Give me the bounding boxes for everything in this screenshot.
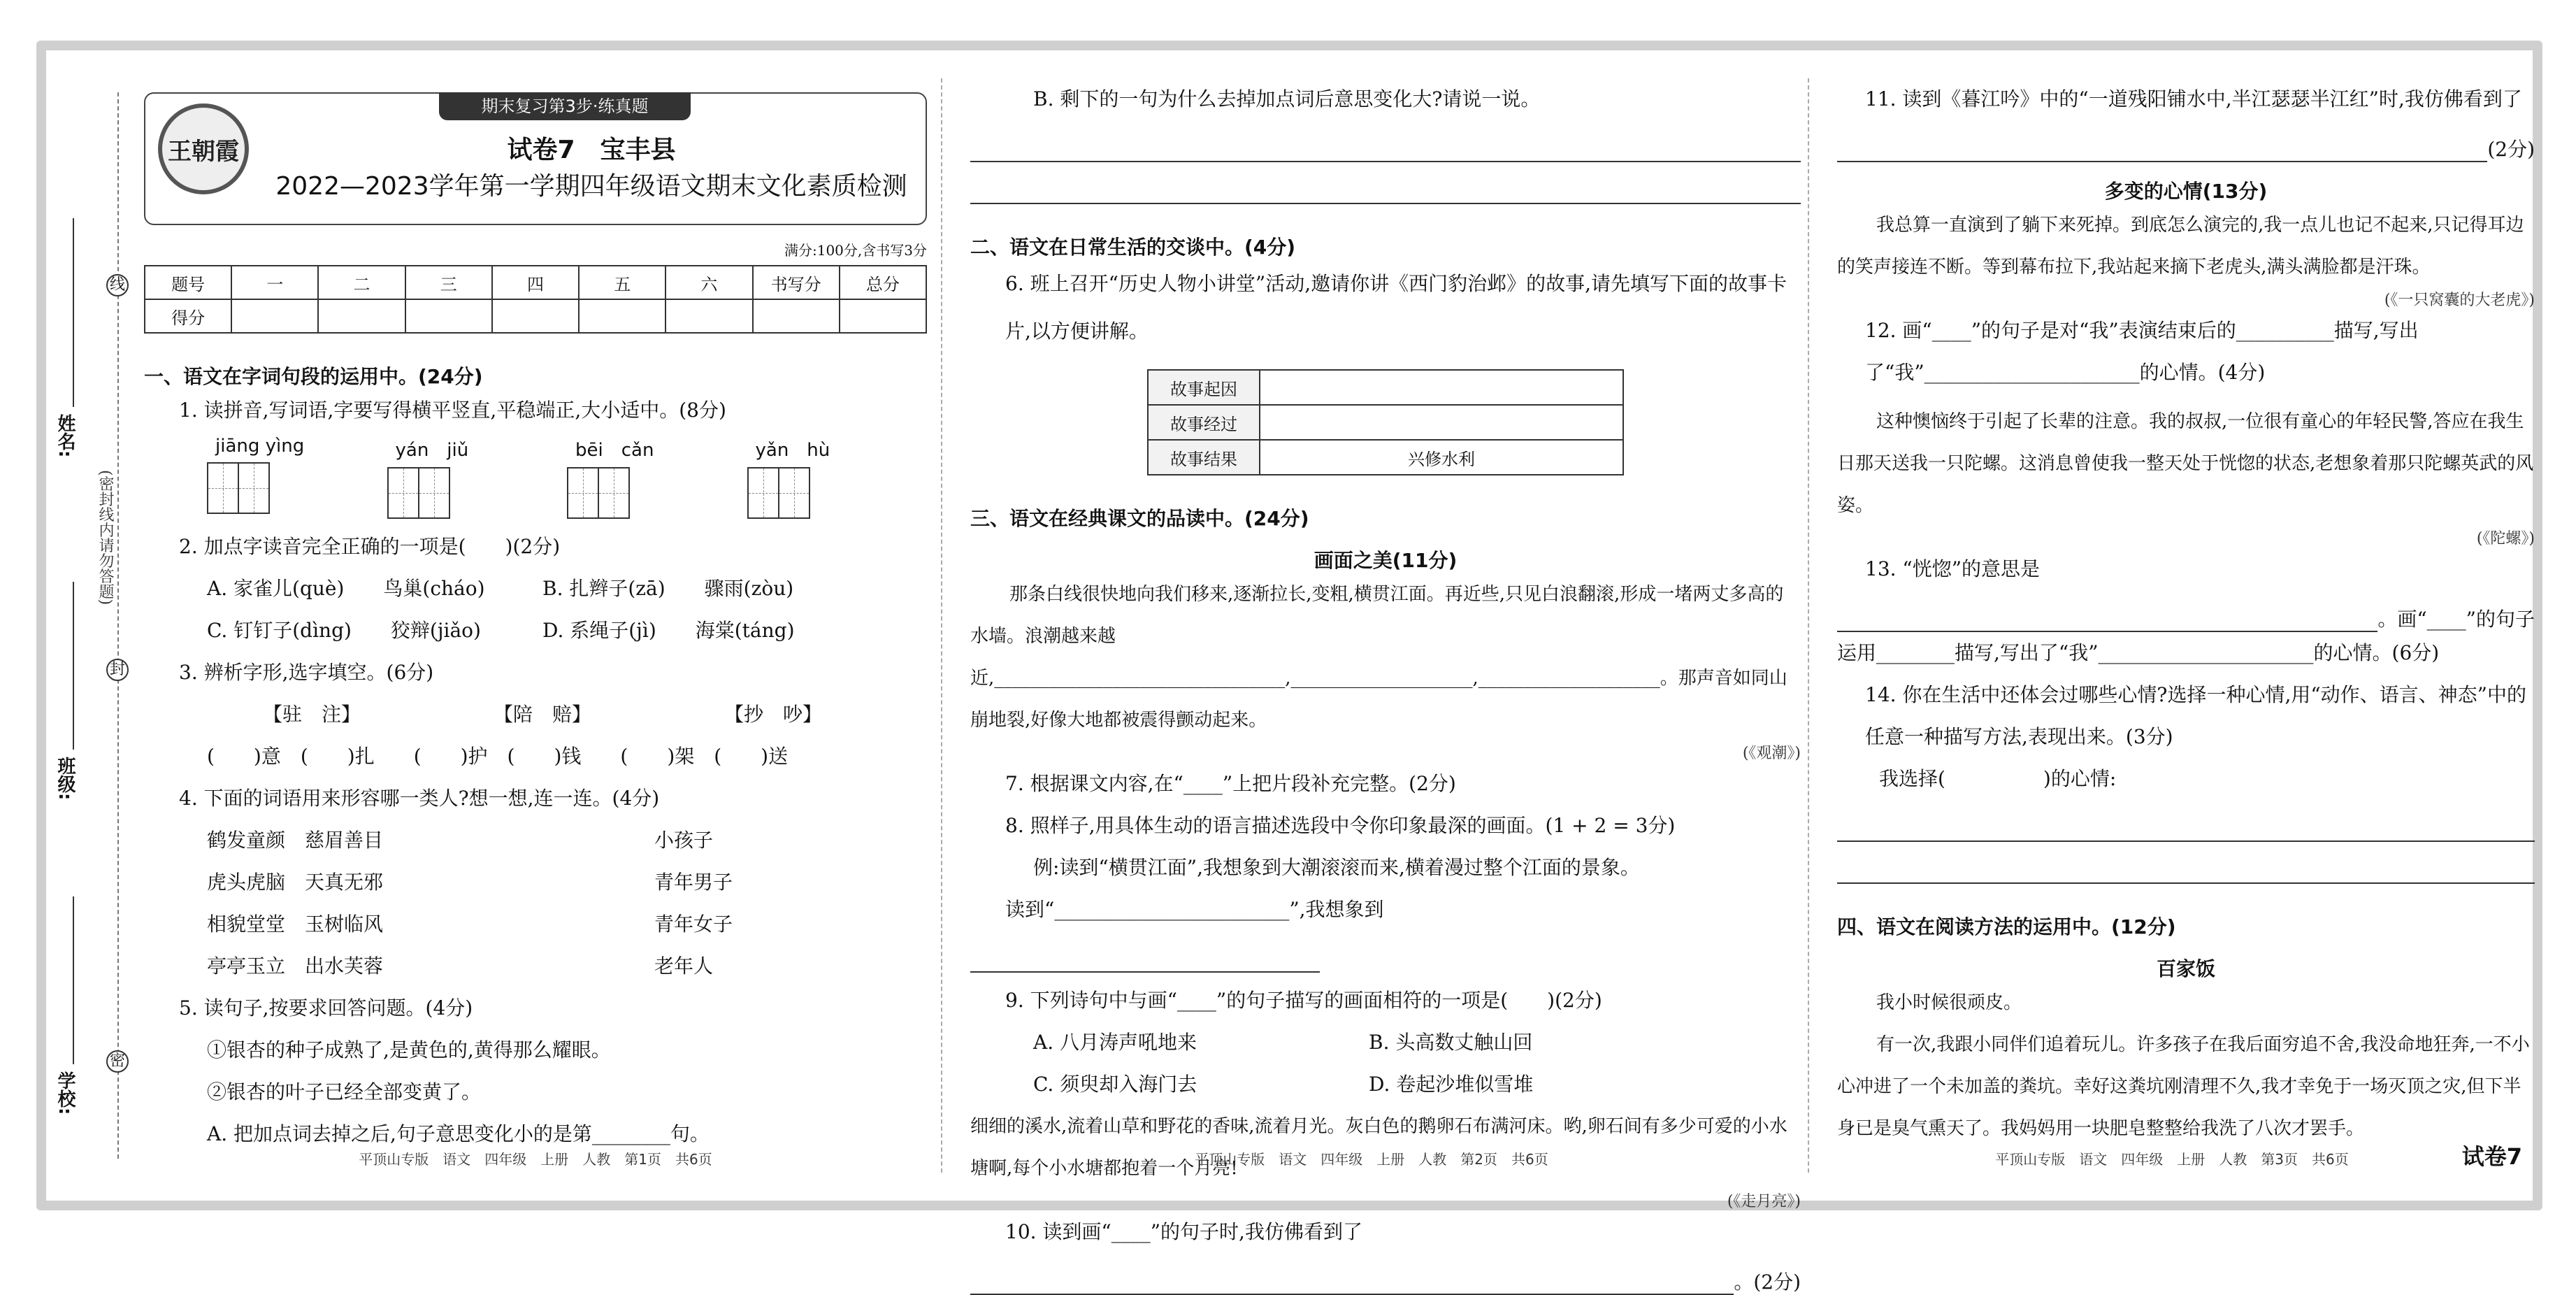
answer-line[interactable] (1837, 120, 2487, 162)
q5-part-b: B. 剩下的一句为什么去掉加点词后意思变化大?请说一说。 (1033, 87, 1541, 110)
q2-options-row-2 (207, 610, 927, 652)
q2-option-c[interactable]: C. 钉钉子(dìng) 狡辩(jiǎo) (207, 619, 481, 642)
passage-5-intro: 我小时候很顽皮。 (1876, 992, 2022, 1013)
char-group: 【抄 吵】 (724, 703, 823, 726)
pinyin-group (747, 436, 928, 519)
section-3-title: 三、语文在经典课文的品读中。(24分) (970, 507, 1309, 530)
page-1 (144, 78, 927, 1173)
question-10: 10. 读到画“____”的句子时,我仿佛看到了 (1005, 1220, 1362, 1243)
page-2 (941, 78, 1801, 1294)
score-header: 一 (231, 266, 318, 299)
answer-line[interactable] (1837, 590, 2377, 632)
section-2-title: 二、语文在日常生活的交谈中。(4分) (970, 236, 1296, 259)
q4-right-item[interactable]: 老年人 (654, 954, 714, 978)
q13-part-b: 。画“____”的句子 (2377, 608, 2535, 631)
class-label: 班级: (55, 757, 75, 801)
score-cell[interactable] (665, 299, 752, 333)
pinyin-label: bēi cǎn (575, 440, 654, 461)
q2-option-a[interactable]: A. 家雀儿(què) 鸟巢(cháo) (207, 577, 485, 600)
passage-3-title: 多变的心情(13分) (2104, 180, 2268, 203)
score-cell[interactable] (579, 299, 665, 333)
score-cell[interactable] (405, 299, 492, 333)
q5-part-a[interactable]: A. 把加点词去掉之后,句子意思变化小的是第________句。 (207, 1122, 710, 1145)
question-7: 7. 根据课文内容,在“____”上把片段补充完整。(2分) (1005, 772, 1456, 795)
story-key: 故事结果 (1148, 440, 1260, 475)
page-3 (1808, 78, 2535, 1173)
school-label: 学校: (55, 1071, 75, 1115)
score-row-label: 得分 (145, 299, 231, 333)
score-header: 总分 (840, 266, 926, 299)
pinyin-grid (207, 436, 927, 519)
paper-number: 试卷7 (2461, 1143, 2522, 1170)
score-cell[interactable] (753, 299, 840, 333)
name-label: 姓名: (55, 414, 75, 458)
exam-subtitle: 2022—2023学年第一学期四年级语文期末文化素质检测 (275, 172, 907, 201)
passage-1-source: (《观潮》) (1742, 745, 1801, 762)
passage-5-body: 有一次,我跟小同伴们追着玩儿。许多孩子在我后面穷追不舍,我没命地狂奔,一不小心冲进了一个未加盖的粪坑。幸好这粪坑刚清理不久,我才幸免于一场灭顶之灾,但下半身已是臭气熏天了。我妈妈用一块肥皂整整给我洗了八次才罢手。 (1837, 1034, 2530, 1139)
question-2: 2. 加点字读音完全正确的一项是( )(2分) (179, 535, 561, 558)
binding-margin (46, 92, 130, 1159)
exam-sheet (36, 41, 2542, 1294)
q9-option-c[interactable]: C. 须臾却入海门去 (1033, 1073, 1197, 1096)
passage-1: 那条白线很快地向我们移来,逐渐拉长,变粗,横贯江面。再近些,只见白浪翻滚,形成一堵两丈多高的水墙。浪潮越来越近,________________________________,____________________,____________________。那声音如同山崩地裂,好像大地都被震得颤动起来。 (970, 584, 1787, 731)
q10-end: 。(2分) (1734, 1271, 1801, 1294)
passage-3-source: (《一只窝囊的大老虎》) (2384, 292, 2535, 309)
story-key: 故事经过 (1148, 405, 1260, 440)
q4-right-item[interactable]: 青年男子 (654, 871, 733, 894)
q8-example: 例:读到“横贯江面”,我想象到大潮滚滚而来,横着漫过整个江面的景象。 (1033, 856, 1640, 879)
page-footer: 平顶山专版 语文 四年级 上册 人教 第3页 共6页 (1995, 1151, 2349, 1168)
answer-line[interactable] (1837, 842, 2535, 884)
q4-pair-row (207, 861, 927, 903)
question-3: 3. 辨析字形,选字填空。(6分) (179, 661, 434, 684)
score-header: 五 (579, 266, 665, 299)
question-8: 8. 照样子,用具体生动的语言描述选段中令你印象最深的画面。(1 + 2 = 3分) (1005, 814, 1676, 837)
q5-sentence-2: ②银杏的叶子已经全部变黄了。 (207, 1080, 482, 1103)
writing-box[interactable] (747, 467, 779, 519)
q13-part-c[interactable]: 运用________描写,写出了“我”______________________的心情。(6分) (1837, 641, 2440, 664)
writing-box[interactable] (598, 467, 630, 519)
writing-box[interactable] (418, 467, 450, 519)
passage-1-title: 画面之美(11分) (1314, 549, 1458, 572)
q5-sentence-1: ①银杏的种子成熟了,是黄色的,黄得那么耀眼。 (207, 1038, 611, 1061)
brand-logo: 王朝霞 (158, 103, 249, 194)
seal-note: (密封线内请勿答题) (96, 470, 114, 606)
question-14: 14. 你在生活中还体会过哪些心情?选择一种心情,用“动作、语言、神态”中的任意一种描写方法,表现出来。(3分) (1865, 683, 2526, 748)
name-field[interactable] (73, 218, 74, 407)
question-4: 4. 下面的词语用来形容哪一类人?想一想,连一连。(4分) (179, 787, 660, 810)
char-group: 【驻 注】 (263, 703, 361, 726)
page-footer: 平顶山专版 语文 四年级 上册 人教 第2页 共6页 (1195, 1151, 1548, 1168)
q14-fill[interactable]: 我选择( )的心情: (1879, 767, 2117, 790)
section-4-title: 四、语文在阅读方法的运用中。(12分) (1837, 915, 2176, 938)
seal-char-xian: 线 (106, 274, 129, 296)
answer-line[interactable] (970, 1253, 1734, 1295)
writing-box[interactable] (387, 467, 419, 519)
exam-title: 试卷7 宝丰县 (507, 136, 676, 164)
question-11: 11. 读到《暮江吟》中的“一道残阳铺水中,半江瑟瑟半江红”时,我仿佛看到了 (1865, 87, 2522, 110)
score-note: 满分:100分,含书写3分 (784, 242, 927, 259)
q4-pair-row (207, 903, 927, 945)
q8-fill[interactable]: 读到“________________________”,我想象到 (1005, 898, 1384, 921)
pinyin-group (207, 436, 387, 519)
story-value[interactable]: 兴修水利 (1260, 440, 1623, 475)
q4-right-item[interactable]: 小孩子 (654, 829, 714, 852)
q4-pair-row (207, 820, 927, 861)
q9-options-row-1 (1033, 1022, 1801, 1064)
score-cell[interactable] (231, 299, 318, 333)
score-table (144, 265, 927, 334)
school-field[interactable] (73, 896, 74, 1064)
question-1: 1. 读拼音,写词语,字要写得横平竖直,平稳端正,大小适中。(8分) (179, 399, 726, 422)
exam-header (144, 92, 927, 225)
seal-line (117, 92, 119, 1159)
score-header: 三 (405, 266, 492, 299)
review-tag: 期末复习第3步·练真题 (439, 92, 691, 120)
passage-4: 这种懊恼终于引起了长辈的注意。我的叔叔,一位很有童心的年轻民警,答应在我生日那天送我一只陀螺。这消息曾使我一整天处于恍惚的状态,老想象着那只陀螺英武的风姿。 (1837, 411, 2534, 516)
q4-left-item[interactable]: 亭亭玉立 出水芙蓉 (207, 954, 384, 978)
score-header: 二 (318, 266, 405, 299)
story-key: 故事起因 (1148, 370, 1260, 405)
char-group: 【陪 赔】 (494, 703, 592, 726)
writing-box[interactable] (567, 467, 599, 519)
q9-options-row-2 (1033, 1064, 1801, 1106)
writing-box[interactable] (207, 462, 239, 514)
q2-options-row-1 (207, 568, 927, 610)
passage-5-title: 百家饭 (2156, 957, 2215, 980)
q3-char-groups (263, 694, 927, 736)
q4-right-item[interactable]: 青年女子 (654, 913, 733, 936)
question-6: 6. 班上召开“历史人物小讲堂”活动,邀请你讲《西门豹治邺》的故事,请先填写下面的故事卡片,以方便讲解。 (1005, 272, 1787, 343)
q4-left-item[interactable]: 相貌堂堂 玉树临风 (207, 913, 384, 936)
pinyin-group (567, 436, 747, 519)
passage-4-source: (《陀螺》) (2476, 530, 2535, 548)
score-header: 四 (492, 266, 579, 299)
passage-2-source: (《走月亮》) (1727, 1193, 1801, 1210)
story-value[interactable] (1260, 405, 1623, 440)
passage-2: 细细的溪水,流着山草和野花的香味,流着月光。灰白色的鹅卵石布满河床。哟,卵石间有多少可爱的小水塘啊,每个小水塘都抱着一个月亮! (970, 1116, 1787, 1179)
q4-left-item[interactable]: 鹤发童颜 慈眉善目 (207, 829, 384, 852)
q3-fill-blanks[interactable]: ( )意 ( )扎 ( )护 ( )钱 ( )架 ( )送 (207, 745, 789, 768)
pinyin-label: yǎn hù (755, 440, 830, 461)
score-cell[interactable] (492, 299, 579, 333)
question-13[interactable]: 13. “恍惚”的意思是 (1865, 557, 2041, 580)
q2-option-b[interactable]: B. 扎辫子(zā) 骤雨(zòu) (542, 577, 794, 600)
answer-line[interactable] (1837, 800, 2535, 842)
pinyin-group (387, 436, 568, 519)
answer-line[interactable] (970, 120, 1801, 162)
section-1-title: 一、语文在字词句段的运用中。(24分) (144, 365, 483, 388)
question-5: 5. 读句子,按要求回答问题。(4分) (179, 996, 473, 1019)
class-field[interactable] (73, 582, 74, 750)
score-header: 题号 (145, 266, 231, 299)
writing-box[interactable] (778, 467, 810, 519)
writing-box[interactable] (238, 462, 270, 514)
question-9: 9. 下列诗句中与画“____”的句子描写的画面相符的一项是( )(2分) (1005, 989, 1602, 1012)
answer-line[interactable] (970, 931, 1320, 973)
q4-left-item[interactable]: 虎头虎脑 天真无邪 (207, 871, 384, 894)
q11-end: (2分) (2487, 138, 2535, 161)
q4-pair-row (207, 945, 927, 987)
q2-option-d[interactable]: D. 系绳子(jì) 海棠(táng) (542, 619, 795, 642)
story-card (1147, 369, 1624, 475)
answer-line[interactable] (970, 162, 1801, 204)
q9-option-d[interactable]: D. 卷起沙堆似雪堆 (1369, 1073, 1534, 1096)
score-cell[interactable] (840, 299, 926, 333)
seal-char-feng: 封 (106, 659, 129, 681)
score-header: 书写分 (753, 266, 840, 299)
q9-option-b[interactable]: B. 头高数丈触山回 (1369, 1031, 1533, 1054)
q9-option-a[interactable]: A. 八月涛声吼地来 (1033, 1031, 1197, 1054)
pinyin-label: jiāng yìng (215, 436, 305, 457)
passage-3: 我总算一直演到了躺下来死掉。到底怎么演完的,我一点儿也记不起来,只记得耳边的笑声接连不断。等到幕布拉下,我站起来摘下老虎头,满头满脸都是汗珠。 (1837, 215, 2524, 278)
question-12[interactable]: 12. 画“____”的句子是对“我”表演结束后的__________描写,写出了“我”______________________的心情。(4分) (1865, 319, 2419, 384)
score-header: 六 (665, 266, 752, 299)
page-footer: 平顶山专版 语文 四年级 上册 人教 第1页 共6页 (359, 1151, 712, 1168)
pinyin-label: yán jiǔ (395, 440, 469, 461)
seal-char-mi: 密 (106, 1050, 129, 1073)
score-cell[interactable] (318, 299, 405, 333)
story-value[interactable] (1260, 370, 1623, 405)
